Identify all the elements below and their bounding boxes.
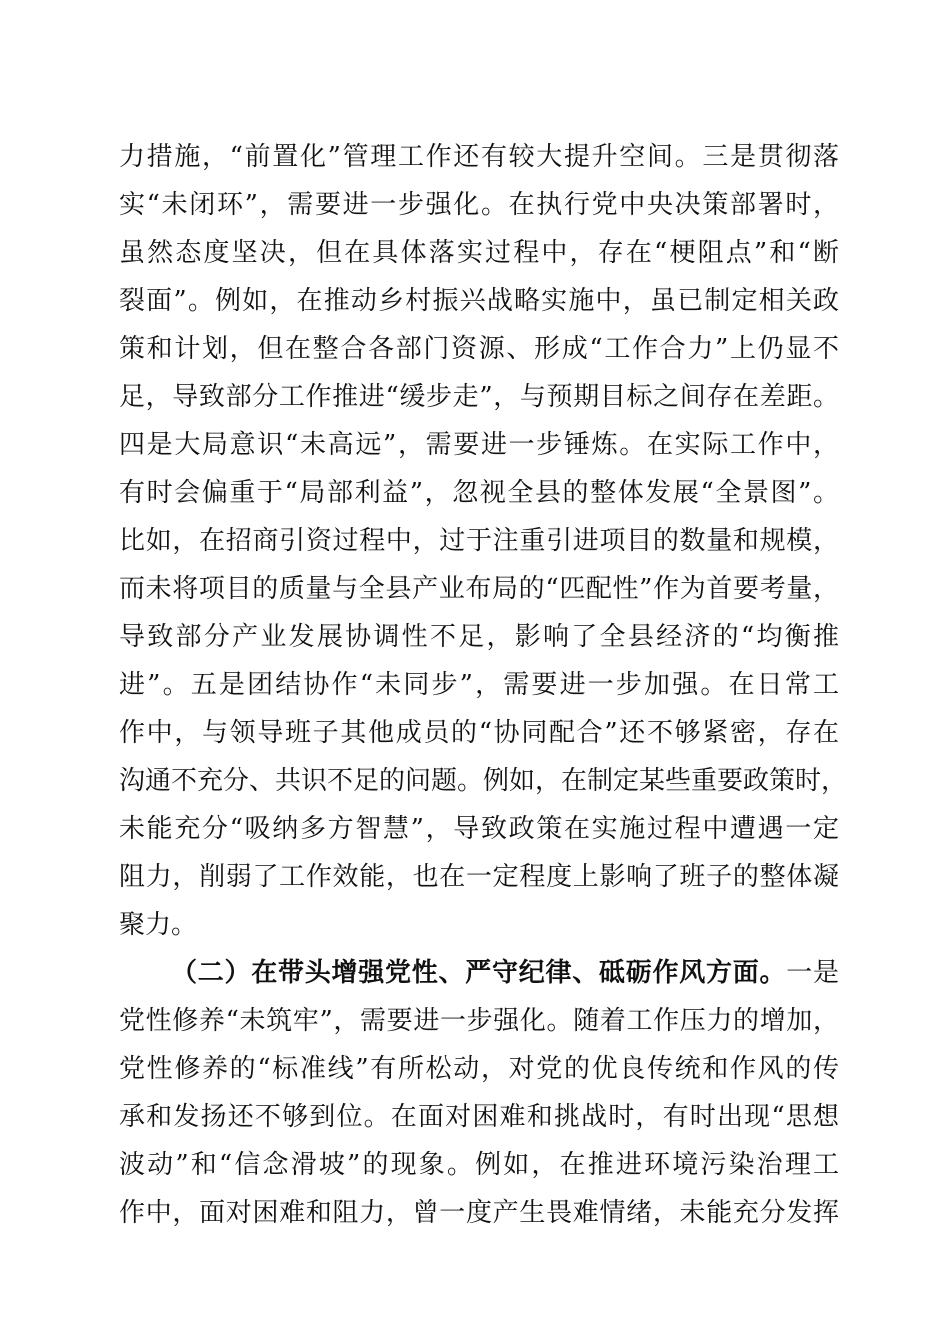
- paragraph-line: 实“未闭环”，需要进一步强化。在执行党中央决策部署时，: [119, 190, 839, 220]
- paragraph-line: 未能充分“吸纳多方智慧”，导致政策在实施过程中遭遇一定: [119, 814, 839, 844]
- paragraph-line: 有时会偏重于“局部利益”，忽视全县的整体发展“全景图”。: [119, 478, 839, 508]
- heading-line-rest: 一是: [786, 958, 839, 988]
- paragraph-line: 力措施，“前置化”管理工作还有较大提升空间。三是贯彻落: [119, 142, 839, 172]
- paragraph-line: 而未将项目的质量与全县产业布局的“匹配性”作为首要考量，: [119, 574, 839, 604]
- section-heading-line: [171, 950, 839, 996]
- paragraph-line: 比如，在招商引资过程中，过于注重引进项目的数量和规模，: [119, 526, 839, 556]
- paragraph-line: 聚力。: [119, 910, 198, 940]
- paragraph-line: 进”。五是团结协作“未同步”，需要进一步加强。在日常工: [119, 670, 839, 700]
- paragraph-line: 裂面”。例如，在推动乡村振兴战略实施中，虽已制定相关政: [119, 286, 839, 316]
- paragraph-line: 波动”和“信念滑坡”的现象。例如，在推进环境污染治理工: [119, 1150, 839, 1180]
- paragraph-line: 足，导致部分工作推进“缓步走”，与预期目标之间存在差距。: [119, 382, 839, 412]
- paragraph-line: 作中，面对困难和阻力，曾一度产生畏难情绪，未能充分发挥: [119, 1198, 839, 1228]
- paragraph-line: 策和计划，但在整合各部门资源、形成“工作合力”上仍显不: [119, 334, 839, 364]
- paragraph-line: 沟通不充分、共识不足的问题。例如，在制定某些重要政策时，: [119, 766, 848, 796]
- paragraph-line: 作中，与领导班子其他成员的“协同配合”还不够紧密，存在: [119, 718, 839, 748]
- paragraph-line: 四是大局意识“未高远”，需要进一步锤炼。在实际工作中，: [119, 430, 839, 460]
- paragraph-line: 导致部分产业发展协调性不足，影响了全县经济的“均衡推: [119, 622, 839, 652]
- paragraph-line: 虽然态度坚决，但在具体落实过程中，存在“梗阻点”和“断: [119, 238, 839, 268]
- paragraph-line: 阻力，削弱了工作效能，也在一定程度上影响了班子的整体凝: [119, 862, 839, 892]
- paragraph-line: 承和发扬还不够到位。在面对困难和挑战时，有时出现“思想: [119, 1102, 839, 1132]
- section-heading: （二）在带头增强党性、严守纪律、砥砺作风方面。: [171, 958, 787, 988]
- paragraph-line: 党性修养“未筑牢”，需要进一步强化。随着工作压力的增加，: [119, 1006, 839, 1036]
- paragraph-line: 党性修养的“标准线”有所松动，对党的优良传统和作风的传: [119, 1054, 839, 1084]
